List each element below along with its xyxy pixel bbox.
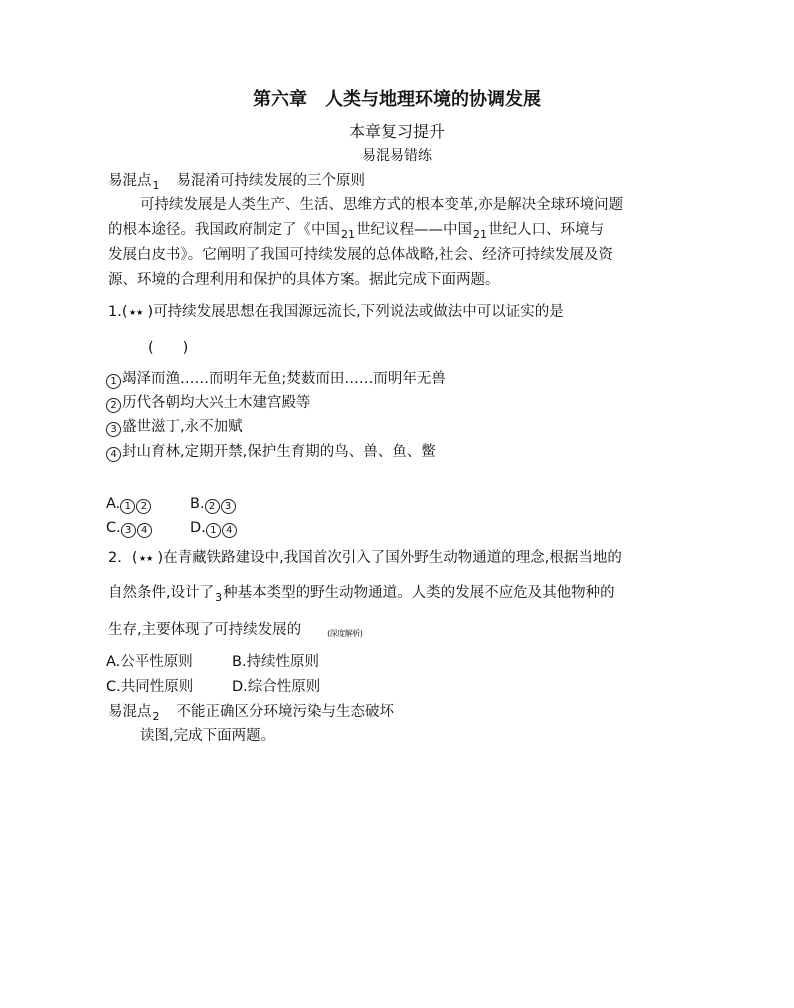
q2-option-d[interactable]: D.综合性原则 (232, 679, 321, 695)
circled-number-icon: 3 (121, 523, 136, 538)
deep-analysis-tag: (深度解析) (327, 629, 363, 638)
practice-label: 易混易错练 (362, 148, 432, 164)
circled-number-icon: 4 (137, 523, 152, 538)
svg-text:★★: ★★ (138, 554, 153, 563)
circled-number-icon: 1 (106, 374, 121, 389)
q1-item-4: 4 封山育林,定期开禁,保护生育期的鸟、兽、鱼、鳖 (106, 442, 436, 462)
point1-title: 易混淆可持续发展的三个原则 (176, 173, 365, 189)
q2-option-b[interactable]: B.持续性原则 (232, 654, 320, 670)
question-1-stem: 1.( ★★ )可持续发展思想在我国源远流长,下列说法或做法中可以证实的是 (108, 304, 564, 320)
section-title: 本章复习提升 (348, 122, 445, 141)
difficulty-stars-icon (138, 553, 158, 563)
q1-option-c[interactable]: C. 3 4 (106, 518, 153, 538)
circled-number-icon: 2 (205, 499, 220, 514)
circled-number-icon: 4 (222, 523, 237, 538)
question-1-text: 可持续发展思想在我国源远流长,下列说法或做法中可以证实的是 (153, 304, 564, 320)
passage-line-1: 可持续发展是人类生产、生活、思维方式的根本变革,亦是解决全球环境问题 (140, 197, 624, 213)
svg-text:★★: ★★ (128, 308, 143, 317)
circled-number-icon: 3 (221, 499, 236, 514)
question-2-stem-line-3: 生存,主要体现了可持续发展的 (深度解析) (108, 622, 363, 638)
q1-item-2: 2 历代各朝均大兴土木建宫殿等 (106, 393, 311, 413)
point1-num: 1 (152, 179, 160, 192)
difficulty-stars-icon (128, 307, 148, 317)
q1-option-a[interactable]: A. 1 2 (106, 494, 152, 514)
circled-number-icon: 2 (106, 398, 121, 413)
passage-line-3: 发展白皮书》。它阐明了我国可持续发展的总体战略,社会、经济可持续发展及资 (108, 247, 613, 263)
point2-heading: 易混点$_2$ 不能正确区分环境污染与生态破坏 (108, 704, 394, 723)
question-2-stem-line-2: 自然条件,设计了$_3$种基本类型的野生动物通道。人类的发展不应危及其他物种的 (108, 585, 615, 604)
passage-line-4: 源、环境的合理利用和保护的具体方案。据此完成下面两题。 (108, 272, 500, 288)
circled-number-icon: 1 (120, 499, 135, 514)
q1-item-1: 1 竭泽而渔……而明年无鱼;焚薮而田……而明年无兽 (106, 369, 446, 389)
q2-option-c[interactable]: C.共同性原则 (106, 679, 194, 695)
question-2-stem-line-1: 2. ( ★★ )在青藏铁路建设中,我国首次引入了国外野生动物通道的理念,根据当地的 (108, 550, 622, 566)
point2-instruction: 读图,完成下面两题。 (140, 728, 276, 744)
circled-number-icon: 4 (106, 447, 121, 462)
point1-heading (108, 171, 365, 192)
circled-number-icon: 1 (206, 523, 221, 538)
circled-number-icon: 2 (136, 499, 151, 514)
q1-item-3: 3 盛世滋丁,永不加赋 (106, 417, 243, 437)
q1-option-b[interactable]: B. 2 3 (190, 494, 237, 514)
passage-line-2: 的根本途径。我国政府制定了《中国$_{21}$世纪议程——中国$_{21}$世纪人口、环境与 (108, 222, 604, 241)
question-1-answer-bracket: ( ) (148, 340, 189, 356)
point1-label: 易混点 (108, 173, 152, 189)
chapter-title: 第六章 人类与地理环境的协调发展 (253, 89, 541, 110)
circled-number-icon: 3 (106, 422, 121, 437)
q2-option-a[interactable]: A.公平性原则 (106, 654, 193, 670)
question-2-number: 2. (108, 550, 122, 566)
question-1-number: 1. (108, 304, 122, 320)
q1-option-d[interactable]: D. 1 4 (190, 518, 238, 538)
